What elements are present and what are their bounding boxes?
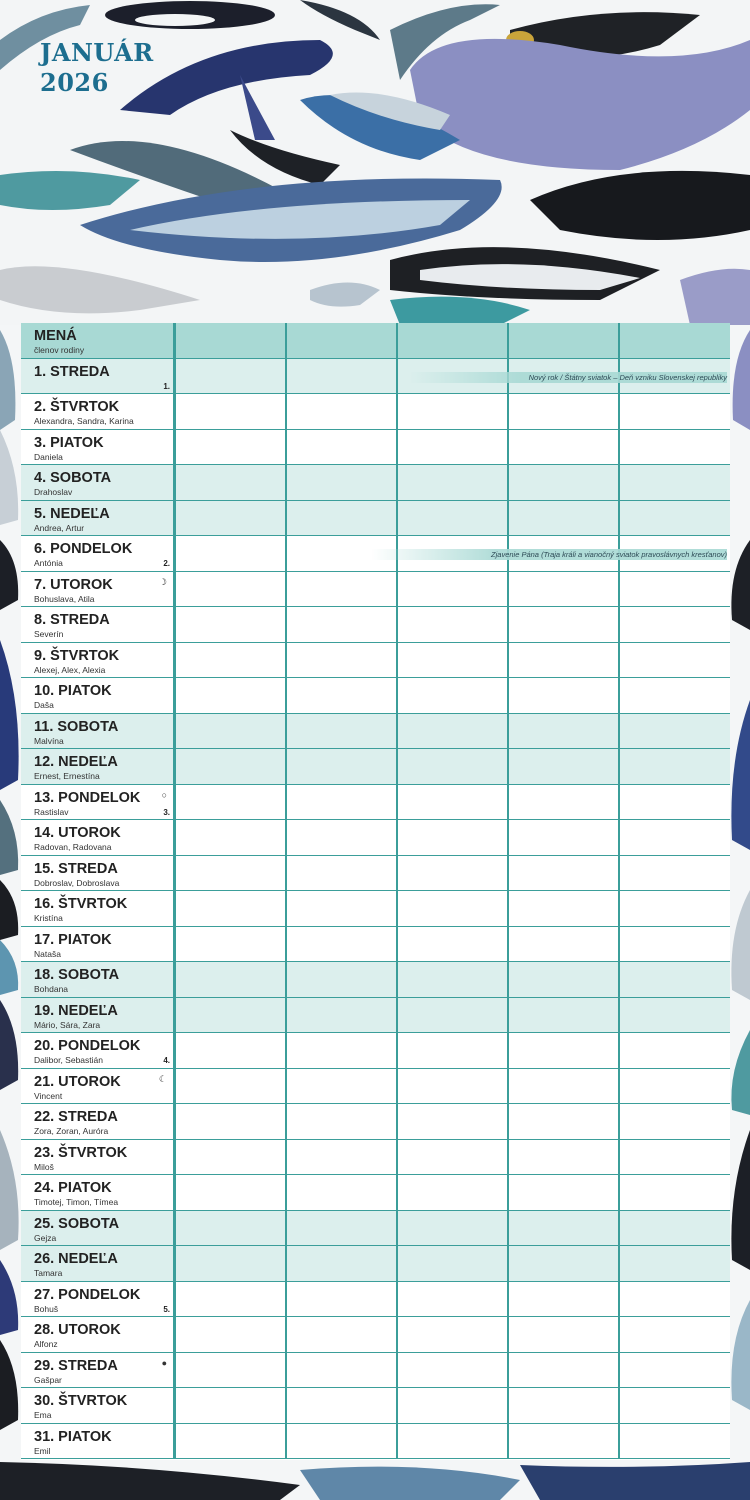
column-divider (396, 572, 398, 607)
day-row (21, 359, 730, 395)
day-cell (21, 1033, 174, 1068)
column-divider (396, 643, 398, 678)
day-row (21, 714, 730, 750)
column-divider (618, 1175, 620, 1210)
day-label: 22. STREDA (34, 1109, 118, 1125)
day-row (21, 749, 730, 785)
day-row (21, 572, 730, 608)
day-cell (21, 1317, 174, 1352)
column-divider (507, 1069, 509, 1104)
header-row (21, 323, 730, 359)
column-divider (285, 1424, 287, 1459)
day-row (21, 607, 730, 643)
column-divider (174, 1282, 176, 1317)
day-label: 19. NEDEĽA (34, 1002, 118, 1019)
column-divider (285, 1388, 287, 1423)
column-divider (507, 1104, 509, 1139)
day-label: 31. PIATOK (34, 1428, 112, 1445)
column-divider (396, 1069, 398, 1104)
month-title (40, 38, 154, 98)
nameday-names: Drahoslav (34, 487, 73, 497)
column-divider (396, 1211, 398, 1246)
column-divider (174, 714, 176, 749)
column-divider (618, 891, 620, 926)
day-row (21, 1388, 730, 1424)
column-divider (618, 1069, 620, 1104)
column-divider (174, 430, 176, 465)
column-divider (618, 820, 620, 855)
family-calendar-grid (21, 323, 730, 1460)
column-divider (396, 394, 398, 429)
column-divider (174, 536, 176, 571)
column-divider (285, 856, 287, 891)
column-divider (507, 714, 509, 749)
column-divider (507, 927, 509, 962)
column-divider (396, 1104, 398, 1139)
day-cell (21, 572, 174, 607)
day-cell (21, 359, 174, 394)
day-row (21, 1282, 730, 1318)
column-divider (507, 1033, 509, 1068)
column-divider (285, 1211, 287, 1246)
column-divider (507, 1424, 509, 1459)
holiday-note: Nový rok / Štátny sviatok – Deň vzniku Slovenskej republiky (409, 372, 727, 383)
column-divider (618, 1388, 620, 1423)
nameday-names: Ema (34, 1410, 52, 1420)
column-divider (285, 1069, 287, 1104)
column-divider (174, 323, 176, 358)
column-divider (285, 927, 287, 962)
column-divider (285, 1353, 287, 1388)
nameday-names: Daniela (34, 451, 63, 462)
day-row (21, 785, 730, 821)
nameday-names: Alfonz (34, 1339, 58, 1349)
column-divider (285, 678, 287, 713)
day-row (21, 643, 730, 679)
day-cell (21, 749, 174, 784)
column-divider (396, 1246, 398, 1281)
day-cell (21, 1069, 174, 1104)
column-divider (285, 430, 287, 465)
day-row (21, 1140, 730, 1176)
day-row (21, 1175, 730, 1211)
day-cell (21, 998, 174, 1033)
day-label: 2. ŠTVRTOK (34, 399, 120, 415)
day-label: 12. NEDEĽA (34, 754, 118, 770)
column-divider (507, 465, 509, 500)
week-number: 4. (163, 1056, 170, 1065)
day-label: 23. ŠTVRTOK (34, 1144, 128, 1161)
day-row (21, 1246, 730, 1282)
day-cell (21, 927, 174, 962)
column-divider (618, 1211, 620, 1246)
nameday-names: Timotej, Timon, Tímea (34, 1197, 119, 1207)
column-divider (618, 323, 620, 358)
column-divider (174, 1353, 176, 1388)
column-divider (618, 962, 620, 997)
nameday-names: Nataša (34, 948, 61, 959)
column-divider (396, 891, 398, 926)
column-divider (618, 394, 620, 429)
day-label: 10. PIATOK (34, 683, 112, 699)
column-divider (618, 749, 620, 784)
day-label: 17. PIATOK (34, 931, 112, 948)
column-divider (174, 785, 176, 820)
day-cell (21, 891, 174, 926)
nameday-names: Emil (34, 1445, 51, 1456)
column-divider (618, 607, 620, 642)
day-cell (21, 820, 174, 855)
day-cell (21, 501, 174, 536)
column-divider (507, 607, 509, 642)
column-divider (285, 714, 287, 749)
day-cell (21, 856, 174, 891)
column-divider (618, 465, 620, 500)
column-divider (174, 1069, 176, 1104)
year: 2026 (40, 68, 109, 97)
day-row (21, 501, 730, 537)
column-divider (618, 1104, 620, 1139)
column-divider (174, 998, 176, 1033)
column-divider (396, 1140, 398, 1175)
day-label: 29. STREDA (34, 1357, 118, 1374)
week-number: 1. (163, 381, 170, 391)
column-divider (618, 1282, 620, 1317)
column-divider (507, 430, 509, 465)
day-cell (21, 1175, 174, 1210)
moon-phase-icon: ☾ (158, 1073, 167, 1084)
day-cell (21, 678, 174, 713)
column-divider (174, 678, 176, 713)
moon-phase-icon: ○ (161, 789, 167, 800)
column-divider (507, 1317, 509, 1352)
header-title: MENÁ (34, 328, 77, 344)
day-row (21, 891, 730, 927)
day-label: 11. SOBOTA (34, 718, 119, 735)
column-divider (618, 501, 620, 536)
column-divider (396, 359, 398, 394)
day-row (21, 856, 730, 892)
day-row (21, 998, 730, 1034)
day-row (21, 430, 730, 466)
column-divider (507, 1175, 509, 1210)
week-number: 2. (163, 559, 170, 568)
header-names-cell (21, 323, 174, 358)
day-cell (21, 536, 174, 571)
column-divider (396, 962, 398, 997)
day-label: 26. NEDEĽA (34, 1251, 118, 1267)
day-label: 6. PONDELOK (34, 541, 133, 557)
column-divider (285, 1140, 287, 1175)
column-divider (174, 1033, 176, 1068)
nameday-names: Bohuš (34, 1303, 59, 1314)
column-divider (174, 820, 176, 855)
column-divider (285, 501, 287, 536)
column-divider (396, 465, 398, 500)
column-divider (396, 607, 398, 642)
nameday-names: Miloš (34, 1161, 54, 1172)
month-name: JANUÁR (40, 38, 154, 67)
column-divider (174, 572, 176, 607)
day-label: 4. SOBOTA (34, 470, 112, 486)
day-row (21, 1353, 730, 1389)
nameday-names: Malvína (34, 735, 64, 746)
column-divider (618, 927, 620, 962)
nameday-names: Bohdana (34, 984, 69, 994)
column-divider (285, 749, 287, 784)
day-row (21, 927, 730, 963)
nameday-names: Daša (34, 700, 54, 710)
day-cell (21, 1140, 174, 1175)
column-divider (174, 465, 176, 500)
day-cell (21, 1424, 174, 1459)
day-row (21, 1069, 730, 1105)
nameday-names: Dalibor, Sebastián (34, 1055, 103, 1065)
day-label: 20. PONDELOK (34, 1038, 141, 1054)
column-divider (396, 1033, 398, 1068)
nameday-names: Bohuslava, Atila (34, 593, 95, 604)
nameday-names: Mário, Sára, Zara (34, 1019, 101, 1030)
day-row (21, 1104, 730, 1140)
column-divider (396, 714, 398, 749)
column-divider (396, 856, 398, 891)
column-divider (285, 394, 287, 429)
day-row (21, 536, 730, 572)
column-divider (285, 643, 287, 678)
column-divider (285, 962, 287, 997)
column-divider (507, 962, 509, 997)
day-label: 8. STREDA (34, 612, 110, 628)
column-divider (396, 1317, 398, 1352)
column-divider (285, 1317, 287, 1352)
day-label: 27. PONDELOK (34, 1286, 141, 1303)
column-divider (618, 785, 620, 820)
column-divider (396, 1282, 398, 1317)
nameday-names: Dobroslav, Dobroslava (34, 877, 120, 888)
column-divider (174, 891, 176, 926)
day-cell (21, 1353, 174, 1388)
column-divider (618, 643, 620, 678)
column-divider (507, 678, 509, 713)
nameday-names: Kristína (34, 913, 63, 923)
day-row (21, 1424, 730, 1460)
day-cell (21, 785, 174, 820)
column-divider (174, 927, 176, 962)
column-divider (618, 430, 620, 465)
column-divider (396, 501, 398, 536)
column-divider (507, 323, 509, 358)
header-subtitle: členov rodiny (34, 345, 85, 355)
day-label: 3. PIATOK (34, 434, 104, 451)
column-divider (285, 359, 287, 394)
day-cell (21, 962, 174, 997)
column-divider (285, 465, 287, 500)
column-divider (618, 714, 620, 749)
column-divider (285, 1175, 287, 1210)
day-cell (21, 1388, 174, 1423)
day-label: 24. PIATOK (34, 1180, 112, 1196)
column-divider (285, 572, 287, 607)
nameday-names: Gašpar (34, 1374, 62, 1385)
column-divider (507, 501, 509, 536)
day-label: 30. ŠTVRTOK (34, 1393, 128, 1409)
column-divider (285, 1033, 287, 1068)
column-divider (507, 394, 509, 429)
day-label: 1. STREDA (34, 363, 110, 380)
day-cell (21, 394, 174, 429)
column-divider (396, 1424, 398, 1459)
day-row (21, 465, 730, 501)
column-divider (396, 1175, 398, 1210)
nameday-names: Tamara (34, 1268, 63, 1278)
day-row (21, 1033, 730, 1069)
week-number: 3. (163, 807, 170, 817)
day-row (21, 1317, 730, 1353)
column-divider (174, 1140, 176, 1175)
day-label: 15. STREDA (34, 860, 118, 877)
day-row (21, 820, 730, 856)
column-divider (285, 1282, 287, 1317)
column-divider (507, 891, 509, 926)
day-label: 13. PONDELOK (34, 789, 141, 806)
column-divider (618, 1140, 620, 1175)
column-divider (285, 998, 287, 1033)
column-divider (507, 1246, 509, 1281)
column-divider (507, 1388, 509, 1423)
nameday-names: Vincent (34, 1090, 63, 1101)
column-divider (507, 749, 509, 784)
column-divider (507, 998, 509, 1033)
column-divider (507, 1353, 509, 1388)
day-row (21, 1211, 730, 1247)
nameday-names: Gejza (34, 1232, 57, 1243)
column-divider (174, 1104, 176, 1139)
column-divider (174, 1317, 176, 1352)
week-number: 5. (163, 1304, 170, 1314)
column-divider (396, 1388, 398, 1423)
nameday-names: Rastislav (34, 806, 69, 817)
column-divider (396, 430, 398, 465)
column-divider (618, 1317, 620, 1352)
day-label: 21. UTOROK (34, 1073, 121, 1090)
column-divider (618, 572, 620, 607)
day-cell (21, 714, 174, 749)
column-divider (396, 323, 398, 358)
column-divider (507, 856, 509, 891)
column-divider (174, 749, 176, 784)
day-label: 9. ŠTVRTOK (34, 647, 120, 664)
column-divider (174, 359, 176, 394)
column-divider (174, 607, 176, 642)
nameday-names: Ernest, Ernestína (34, 771, 100, 781)
day-cell (21, 430, 174, 465)
column-divider (285, 536, 287, 571)
column-divider (507, 1140, 509, 1175)
column-divider (618, 678, 620, 713)
day-cell (21, 1282, 174, 1317)
column-divider (507, 820, 509, 855)
column-divider (507, 1211, 509, 1246)
column-divider (507, 1282, 509, 1317)
column-divider (618, 1033, 620, 1068)
day-label: 7. UTOROK (34, 576, 113, 593)
column-divider (396, 927, 398, 962)
day-cell (21, 465, 174, 500)
day-label: 5. NEDEĽA (34, 505, 110, 522)
column-divider (396, 678, 398, 713)
column-divider (285, 607, 287, 642)
column-divider (618, 1353, 620, 1388)
column-divider (174, 1388, 176, 1423)
day-label: 18. SOBOTA (34, 967, 120, 983)
nameday-names: Severín (34, 629, 64, 639)
column-divider (507, 572, 509, 607)
nameday-names: Antónia (34, 558, 63, 568)
column-divider (618, 1424, 620, 1459)
day-cell (21, 1211, 174, 1246)
holiday-note: Zjavenie Pána (Traja králi a vianočný sviatok pravoslávnych kresťanov) (371, 549, 727, 560)
day-cell (21, 1246, 174, 1281)
nameday-names: Radovan, Radovana (34, 842, 112, 852)
column-divider (396, 749, 398, 784)
column-divider (507, 643, 509, 678)
nameday-names: Zora, Zoran, Auróra (34, 1126, 109, 1136)
moon-phase-icon: ☽ (158, 576, 167, 587)
column-divider (174, 1211, 176, 1246)
day-row (21, 394, 730, 430)
column-divider (396, 1353, 398, 1388)
column-divider (285, 323, 287, 358)
column-divider (618, 1246, 620, 1281)
column-divider (174, 643, 176, 678)
column-divider (174, 1424, 176, 1459)
column-divider (618, 856, 620, 891)
column-divider (285, 820, 287, 855)
day-cell (21, 643, 174, 678)
nameday-names: Alexandra, Sandra, Karina (34, 416, 134, 426)
nameday-names: Alexej, Alex, Alexia (34, 664, 106, 675)
column-divider (396, 998, 398, 1033)
day-cell (21, 1104, 174, 1139)
column-divider (174, 394, 176, 429)
column-divider (174, 856, 176, 891)
column-divider (285, 785, 287, 820)
day-row (21, 962, 730, 998)
column-divider (285, 1104, 287, 1139)
day-label: 25. SOBOTA (34, 1215, 120, 1232)
moon-phase-icon: ● (161, 1357, 167, 1368)
day-label: 28. UTOROK (34, 1322, 121, 1338)
column-divider (507, 785, 509, 820)
nameday-names: Andrea, Artur (34, 522, 85, 533)
day-label: 16. ŠTVRTOK (34, 896, 128, 912)
column-divider (285, 891, 287, 926)
column-divider (396, 820, 398, 855)
column-divider (396, 785, 398, 820)
column-divider (174, 1246, 176, 1281)
column-divider (174, 962, 176, 997)
day-row (21, 678, 730, 714)
column-divider (174, 1175, 176, 1210)
column-divider (618, 998, 620, 1033)
column-divider (174, 501, 176, 536)
day-label: 14. UTOROK (34, 825, 121, 841)
day-cell (21, 607, 174, 642)
column-divider (285, 1246, 287, 1281)
